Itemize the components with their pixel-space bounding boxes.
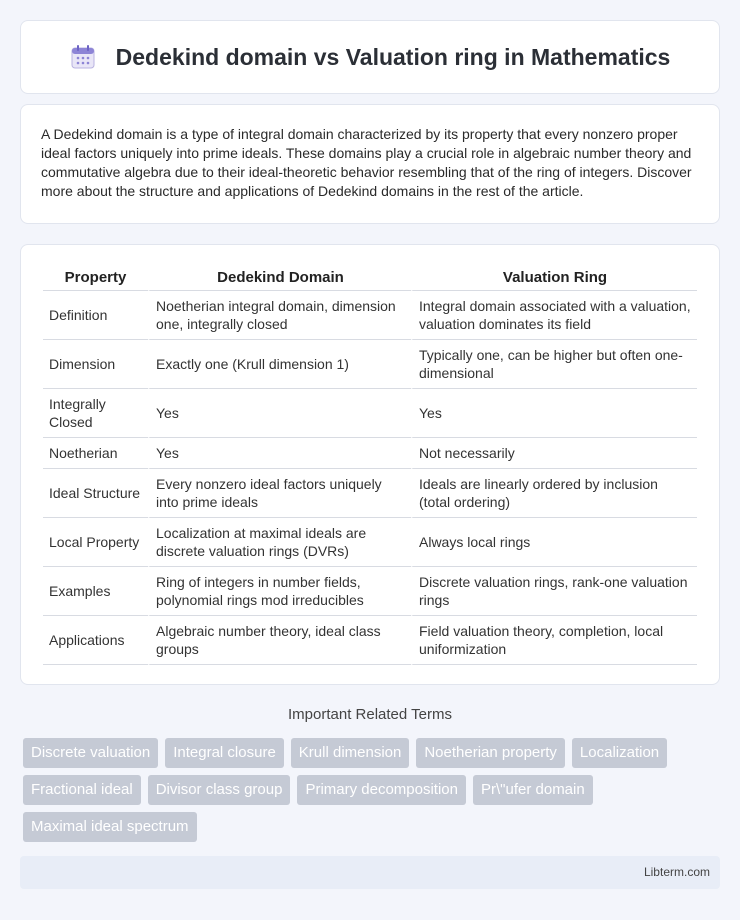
table-cell: Applications [43,616,148,665]
intro-card [20,104,720,224]
table-row [43,389,697,438]
page-title: Dedekind domain vs Valuation ring in Mathematics [115,43,671,70]
intro-text: A Dedekind domain is a type of integral domain characterized by its property that every nonzero proper ideal factors uniquely into prime ideals. These domains play a crucial role in algebraic number theory and commutative algebra due to their ideal-theoretic behavior resembling that of the ring of integers. Discover more about the structure and applications of Dedekind domains in the rest of the article. [41,126,692,199]
table-cell: Definition [43,291,148,340]
table-cell: Localization at maximal ideals are discrete valuation rings (DVRs) [148,518,411,567]
related-term-tag[interactable]: Krull dimension [291,738,410,768]
table-cell: Integral domain associated with a valuation, valuation dominates its field [411,291,697,340]
related-terms-title: Important Related Terms [288,706,452,723]
comparison-table-card [20,244,720,685]
table-cell: Ideals are linearly ordered by inclusion (total ordering) [411,469,697,518]
related-term-tag[interactable]: Noetherian property [416,738,565,768]
table-cell: Ideal Structure [43,469,148,518]
related-term-tag[interactable]: Integral closure [165,738,284,768]
table-cell: Noetherian integral domain, dimension one, integrally closed [148,291,411,340]
table-cell: Local Property [43,518,148,567]
footer [20,856,720,889]
related-term-tag[interactable]: Localization [572,738,667,768]
table-header-row [43,265,697,291]
table-cell: Integrally Closed [43,389,148,438]
table-cell: Every nonzero ideal factors uniquely into prime ideals [148,469,411,518]
header-property: Property [43,265,148,291]
table-row [43,469,697,518]
table-row [43,518,697,567]
footer-site-link[interactable]: Libterm.com [643,865,710,879]
table-cell: Yes [148,438,411,469]
related-term-tag[interactable]: Discrete valuation [23,738,158,768]
table-cell: Noetherian [43,438,148,469]
table-cell: Not necessarily [411,438,697,469]
table-cell: Algebraic number theory, ideal class groups [148,616,411,665]
table-cell: Yes [411,389,697,438]
table-cell: Discrete valuation rings, rank-one valuation rings [411,567,697,616]
calendar-icon [70,44,96,70]
table-row [43,567,697,616]
table-row [43,291,697,340]
table-cell: Always local rings [411,518,697,567]
related-term-tag[interactable]: Divisor class group [148,775,291,805]
header-card [20,20,720,94]
table-cell: Examples [43,567,148,616]
related-term-tag[interactable]: Maximal ideal spectrum [23,812,197,842]
header-valuation: Valuation Ring [411,265,697,291]
related-term-tag[interactable]: Pr\"ufer domain [473,775,593,805]
related-term-tag[interactable]: Primary decomposition [297,775,466,805]
related-terms-list [23,738,723,842]
related-term-tag[interactable]: Fractional ideal [23,775,141,805]
table-cell: Typically one, can be higher but often one-dimensional [411,340,697,389]
comparison-table [43,265,697,665]
table-row [43,438,697,469]
table-cell: Yes [148,389,411,438]
table-cell: Dimension [43,340,148,389]
table-cell: Exactly one (Krull dimension 1) [148,340,411,389]
table-cell: Ring of integers in number fields, polynomial rings mod irreducibles [148,567,411,616]
header-dedekind: Dedekind Domain [148,265,411,291]
table-row [43,616,697,665]
table-row [43,340,697,389]
table-cell: Field valuation theory, completion, local uniformization [411,616,697,665]
